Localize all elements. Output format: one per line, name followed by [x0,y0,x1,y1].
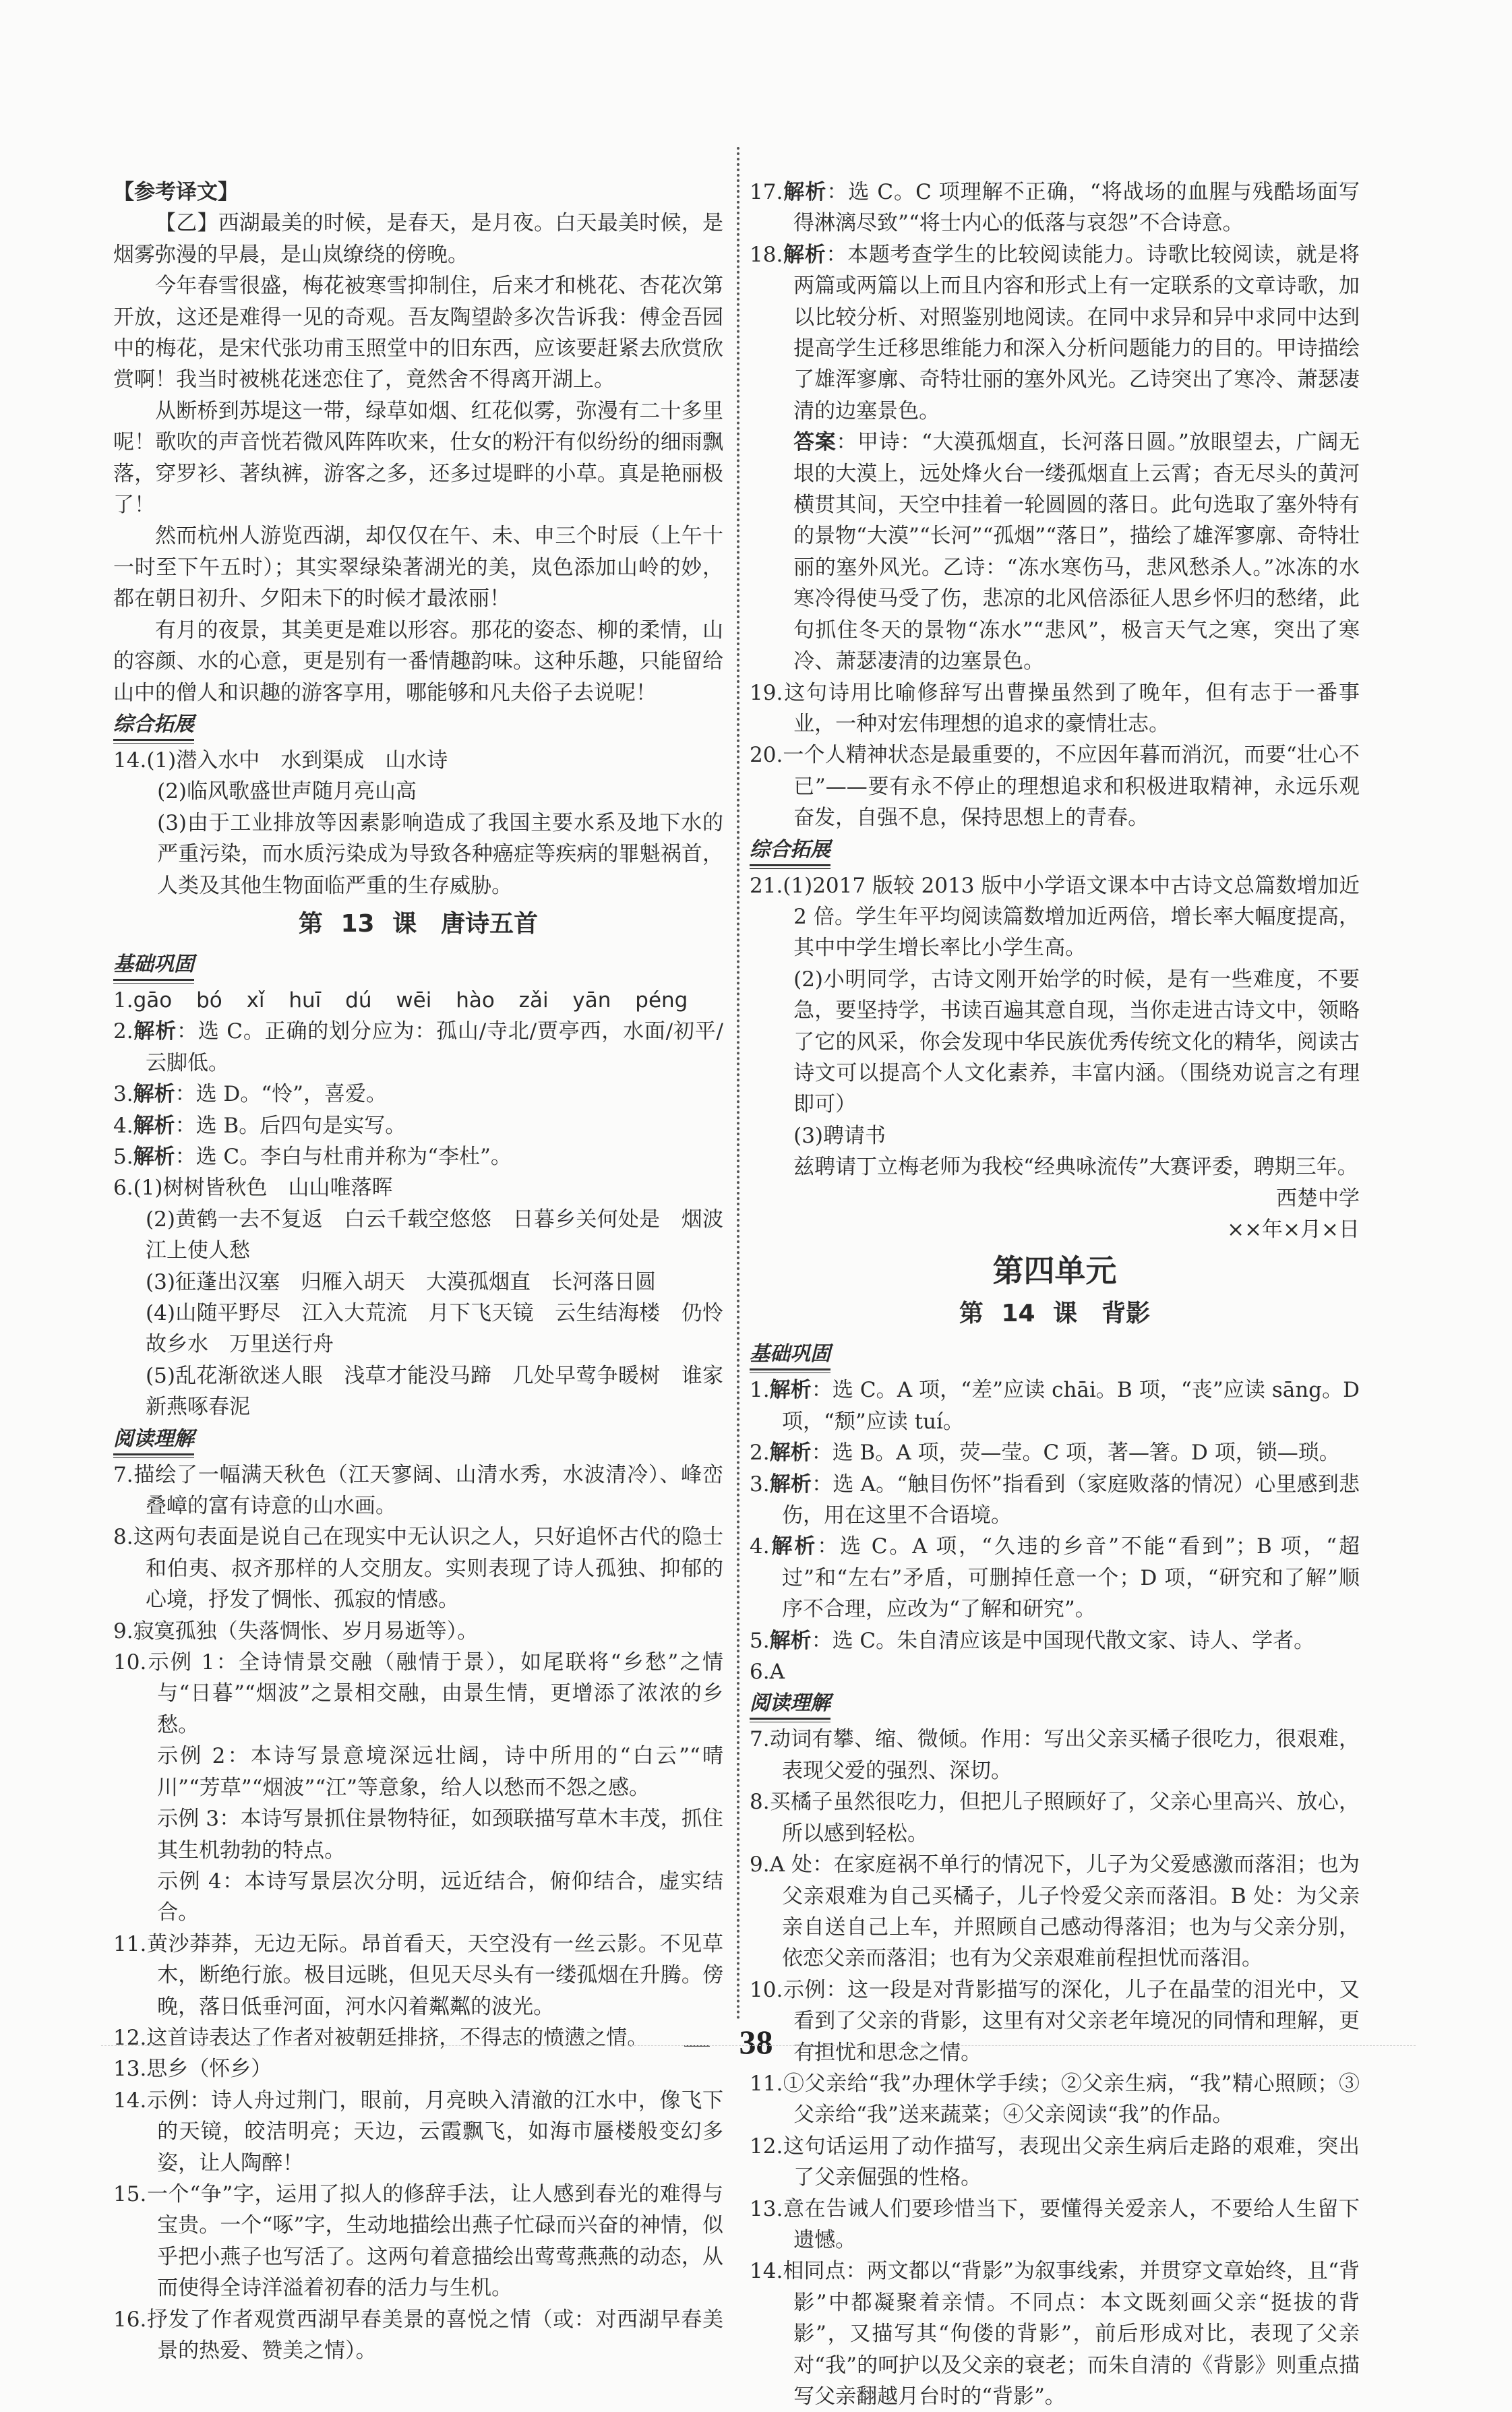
item-number: 6. [113,1176,133,1201]
answer-item-5 [113,1141,723,1172]
answer-item-13: 13.思乡（怀乡） [113,2057,272,2082]
item-text: ：选 C。朱自清应该是中国现代散文家、诗人、学者。 [811,1628,1315,1653]
item-text: ：本题考查学生的比较阅读能力。诗歌比较阅读，就是将两篇或两篇以上而且内容和形式上有一定联系的文章诗歌，加以比较分析、对照鉴别地阅读。在同中求异和异中求同中达到提高学生迁移思维能力和深入分析问题能力的目的。甲诗描绘了雄浑寥廓、奇特壮丽的塞外风光。乙诗突出了寒冷、萧瑟凄清的边塞景色。 [793,242,1360,423]
answer-item-9: 9.寂寞孤独（失落惆怅、岁月易逝等）。 [113,1619,479,1644]
column-divider [737,147,739,2021]
letter-body: 兹聘请丁立梅老师为我校“经典咏流传”大赛评委，聘期三年。 [793,1155,1358,1180]
analysis-label: 解析 [133,1144,175,1169]
answer-subitem: (4)山随平野尽 江入大荒流 月下飞天镜 云生结海楼 仍怜故乡水 万里送行舟 [146,1301,723,1357]
answer-item-19: 19.这句诗用比喻修辞写出曹操虽然到了晚年，但有志于一番事业，一种对宏伟理想的追求的豪情壮志。 [750,680,1360,736]
answer-item-8: 8.买橘子虽然很吃力，但把儿子照顾好了，父亲心里高兴、放心，所以感到轻松。 [750,1790,1360,1846]
item-text: ：选 C。A 项，“差”应读 chāi。B 项，“丧”应读 sāng。D 项，“颓”应读 tuí。 [782,1378,1360,1434]
answer-item-3 [750,1469,1360,1532]
item-number: 3. [113,1082,133,1107]
answer-item-20: 20.一个人精神状态是最重要的，不应因年暮而消沉，而要“壮心不已”——要有永不停止的理想追求和积极进取精神，永远乐观奋发，自强不息，保持思想上的青春。 [750,743,1360,831]
answer-item-14: 14.相同点：两文都以“背影”为叙事线索，并贯穿文章始终，且“背影”中都凝聚着亲情。不同点：本文既刻画父亲“挺拔的背影”，又描写其“佝偻的背影”，前后形成对比，表现了父亲对“我”的呵护以及父亲的衰老；而朱自清的《背影》则重点描写父亲翻越月台时的“背影”。 [750,2259,1360,2409]
analysis-label: 解析 [133,1082,175,1107]
answer-item-4 [750,1531,1360,1625]
answer-subitem [750,427,1360,677]
item-text: ：选 C。正确的划分应为：孤山/寺北/贾亭西，水面/初平/云脚低。 [146,1019,724,1075]
translation-paragraph: 从断桥到苏堤这一带，绿草如烟、红花似雾，弥漫有二十多里呢！歌吹的声音恍若微风阵阵吹来，仕女的粉汗有似纷纷的细雨飘落，穿罗衫、著纨裤，游客之多，还多过堤畔的小草。真是艳丽极了！ [113,398,723,518]
answer-item-18 [750,239,1360,427]
translation-paragraph: 【乙】西湖最美的时候，是春天，是月夜。白天最美时候，是烟雾弥漫的早晨，是山岚缭绕的傍晚。 [113,211,723,267]
answer-item-11: 11.黄沙莽莽，无边无际。昂首看天，天空没有一丝云影。不见草木，断绝行旅。极目远眺，但见天尽头有一缕孤烟在升腾。傍晚，落日低垂河面，河水闪着粼粼的波光。 [113,1931,723,2019]
answer-item-7: 7.动词有攀、缩、微倾。作用：写出父亲买橘子很吃力，很艰难，表现父爱的强烈、深切。 [750,1727,1360,1783]
lesson-title: 第 14 课 背影 [959,1300,1151,1328]
answer-label: 答案 [793,430,837,455]
answer-item-10: 10.示例：这一段是对背影描写的深化，儿子在晶莹的泪光中，又看到了父亲的背影，这里有对父亲老年境况的同情和理解，更有担忧和思念之情。 [750,1977,1360,2065]
section-heading-reading: 阅读理解 [113,1426,194,1455]
answer-subitem: (2)小明同学，古诗文刚开始学的时候，是有一些难度，不要急，要坚持学，书读百遍其意自现，当你走进古诗文中，领略了它的风采，你会发现中华民族优秀传统文化的精华，阅读古诗文可以提高个人文化素养，丰富内涵。（围绕劝说言之有理即可） [793,967,1360,1117]
item-number: 4. [750,1534,770,1559]
section-heading-comprehensive: 综合拓展 [113,711,194,741]
analysis-label: 解析 [769,1378,812,1403]
item-number: 1. [750,1378,770,1403]
answer-item-8: 8.这两句表面是说自己在现实中无认识之人，只好追怀古代的隐士和伯夷、叔齐那样的人交朋友。实则表现了诗人孤独、抑郁的心境，抒发了惆怅、孤寂的情感。 [113,1525,723,1612]
answer-item-21: 21.(1)2017 版较 2013 版中小学语文课本中古诗文总篇数增加近 2 倍。学生年平均阅读篇数增加近两倍，增长率大幅度提高，其中中学生增长率比小学生高。 [750,873,1360,961]
answer-subitem: (3)由于工业排放等因素影响造成了我国主要水系及地下水的严重污染，而水质污染成为导致各种癌症等疾病的罪魁祸首，人类及其他生物面临严重的生存威胁。 [157,810,723,898]
answer-item-9: 9.A 处：在家庭祸不单行的情况下，儿子为父爱感激而落泪；也为父亲艰难为自己买橘子，儿子怜爱父亲而落泪。B 处：为父亲亲自送自己上车，并照顾自己感动得落泪；也为与父亲分别，依恋父亲而落泪；也有为父亲艰难前程担忧而落泪。 [750,1852,1360,1971]
item-text: (1)树树皆秋色 山山唯落晖 [133,1176,393,1201]
answer-subitem: (3)聘请书 [793,1123,886,1148]
item-number: 5. [750,1628,770,1653]
answer-item-7: 7.描绘了一幅满天秋色（江天寥阔、山清水秀，水波清冷）、峰峦叠嶂的富有诗意的山水画。 [113,1462,723,1519]
answer-subitem: 示例 4：本诗写景层次分明，远近结合，俯仰结合，虚实结合。 [157,1869,723,1925]
answer-subitem: (3)征蓬出汉塞 归雁入胡天 大漠孤烟直 长河落日圆 [146,1269,656,1294]
answer-item-14: 14.示例：诗人舟过荆门，眼前，月亮映入清澈的江水中，像飞下的天镜，皎洁明亮；天边，云霞飘飞，如海市蜃楼般变幻多姿，让人陶醉！ [113,2088,723,2175]
lesson-title: 第 13 课 唐诗五首 [298,909,539,938]
item-text: ：选 C。李白与杜甫并称为“李杜”。 [175,1144,512,1169]
answer-item-14 [113,745,723,776]
item-number: 4. [113,1113,133,1138]
answer-subitem: (5)乱花渐欲迷人眼 浅草才能没马蹄 几处早莺争暖树 谁家新燕啄春泥 [146,1363,723,1420]
letter-signer: 西楚中学 [1276,1186,1360,1211]
analysis-label: 解析 [769,1472,812,1497]
answer-item-6: 6.A [750,1660,785,1685]
answer-item-12: 12.这首诗表达了作者对被朝廷排挤，不得志的愤懑之情。 [113,2025,648,2050]
translation-paragraph: 然而杭州人游览西湖，却仅仅在午、未、申三个时辰（上午十一时至下午五时）；其实翠绿染著湖光的美，岚色添加山岭的妙，都在朝日初升、夕阳未下的时候才最浓丽！ [113,524,723,611]
analysis-label: 解析 [769,1534,818,1559]
unit-title: 第四单元 [992,1253,1117,1290]
analysis-label: 解析 [769,1628,812,1653]
analysis-label: 解析 [133,1113,175,1138]
item-number: 1. [113,988,133,1013]
answer-subitem: (2)临风歌盛世声随月亮山高 [157,779,417,804]
pinyin-answers: gāo bó xǐ huī dú wēi hào zǎi yān péng [133,988,688,1013]
item-text: ：选 C。C 项理解不正确，“将战场的血腥与残酷场面写得淋漓尽致”“将士内心的低落与哀怨”不合诗意。 [793,180,1360,236]
item-number: 14. [113,748,147,773]
page-number [0,2022,1512,2061]
item-text: ：选 D。“怜”，喜爱。 [175,1082,387,1107]
bottom-rule [101,2045,1416,2046]
item-text: ：选 C。A 项，“久违的乡音”不能“看到”；B 项，“超过”和“左右”矛盾，可删掉任意一个；D 项，“研究和了解”顺序不合理，应改为“了解和研究”。 [782,1534,1360,1622]
page-number-text: 38 [739,2023,773,2061]
answer-subitem: (2)黄鹤一去不复返 白云千载空悠悠 日暮乡关何处是 烟波江上使人愁 [146,1207,723,1263]
item-number: 17. [750,180,783,204]
item-text: ：选 B。后四句是实写。 [175,1113,406,1138]
item-number: 2. [113,1019,133,1044]
item-text: ：选 A。“触目伤怀”指看到（家庭败落的情况）心里感到悲伤，用在这里不合语境。 [782,1472,1360,1528]
answer-item-17 [750,177,1360,239]
analysis-label: 解析 [783,180,827,204]
letter-date: ××年×月×日 [1227,1217,1360,1242]
answer-subitem: 示例 2：本诗写景意境深远壮阔，诗中所用的“白云”“晴川”“芳草”“烟波”“江”等意象，给人以愁而不怨之感。 [157,1744,723,1800]
item-text: ：选 B。A 项，荧—莹。C 项，著—箸。D 项，锁—琐。 [811,1441,1340,1466]
answer-item-11: 11.①父亲给“我”办理休学手续；②父亲生病，“我”精心照顾；③父亲给“我”送来蔬菜；④父亲阅读“我”的作品。 [750,2071,1360,2128]
answer-item-1 [113,985,723,1016]
answer-item-15: 15.一个“争”字，运用了拟人的修辞手法，让人感到春光的难得与宝贵。一个“啄”字，生动地描绘出燕子忙碌而兴奋的神情，似乎把小燕子也写活了。这两句着意描绘出莺莺燕燕的动态，从而使得全诗洋溢着初春的活力与生机。 [113,2181,723,2301]
answer-item-5 [750,1625,1360,1656]
answer-item-10: 10.示例 1：全诗情景交融（融情于景），如尾联将“乡愁”之情与“日暮”“烟波”之景相交融，由景生情，更增添了浓浓的乡愁。 [113,1650,723,1737]
item-text: ：甲诗：“大漠孤烟直，长河落日圆。”放眼望去，广阔无垠的大漠上，远处烽火台一缕孤烟直上云霄；杳无尽头的黄河横贯其间，天空中挂着一轮圆圆的落日。此句选取了塞外特有的景物“大漠”“长河”“孤烟”“落日”，描绘了雄浑寥廓、奇特壮丽的塞外风光。乙诗：“冻水寒伤马，悲风愁杀人。”冰冻的水寒冷得使马受了伤，悲凉的北风倍添征人思乡怀归的愁绪，此句抓住冬天的景物“冻水”“悲风”，极言天气之寒，突出了寒冷、萧瑟凄清的边塞景色。 [793,430,1360,674]
section-heading-comprehensive: 综合拓展 [750,837,830,866]
item-number: 3. [750,1472,770,1497]
analysis-label: 解析 [783,242,826,267]
reference-translation-title: 【参考译文】 [113,180,239,204]
answer-item-16: 16.抒发了作者观赏西湖早春美景的喜悦之情（或：对西湖早春美景的热爱、赞美之情）。 [113,2307,723,2363]
answer-item-6 [113,1172,723,1203]
item-text: (1)潜入水中 水到渠成 山水诗 [146,748,448,773]
section-heading-basics: 基础巩固 [113,951,194,981]
answer-item-2 [113,1016,723,1079]
analysis-label: 解析 [133,1019,177,1044]
answer-item-1 [750,1375,1360,1437]
translation-paragraph: 今年春雪很盛，梅花被寒雪抑制住，后来才和桃花、杏花次第开放，这还是难得一见的奇观。吾友陶望龄多次告诉我：傅金吾园中的梅花，是宋代张功甫玉照堂中的旧东西，应该要赶紧去欣赏欣赏啊！我当时被桃花迷恋住了，竟然舍不得离开湖上。 [113,274,723,392]
answer-item-13: 13.意在告诫人们要珍惜当下，要懂得关爱亲人，不要给人生留下遗憾。 [750,2196,1360,2252]
answer-item-2 [750,1437,1360,1468]
answer-item-4 [113,1110,723,1141]
section-heading-reading: 阅读理解 [750,1690,830,1720]
item-number: 2. [750,1441,770,1466]
answer-subitem: 示例 3：本诗写景抓住景物特征，如颈联描写草木丰茂，抓住其生机勃勃的特点。 [157,1807,723,1863]
item-number: 5. [113,1144,133,1169]
answer-item-3 [113,1079,723,1110]
right-column [750,177,1360,2412]
answer-item-12: 12.这句话运用了动作描写，表现出父亲生病后走路的艰难，突出了父亲倔强的性格。 [750,2134,1360,2190]
item-number: 18. [750,242,783,267]
section-heading-basics: 基础巩固 [750,1341,830,1370]
analysis-label: 解析 [769,1441,812,1466]
translation-paragraph: 有月的夜景，其美更是难以形容。那花的姿态、柳的柔情，山的容颜、水的心意，更是别有一番情趣韵味。这种乐趣，只能留给山中的僧人和识趣的游客享用，哪能够和凡夫俗子去说呢！ [113,617,723,705]
